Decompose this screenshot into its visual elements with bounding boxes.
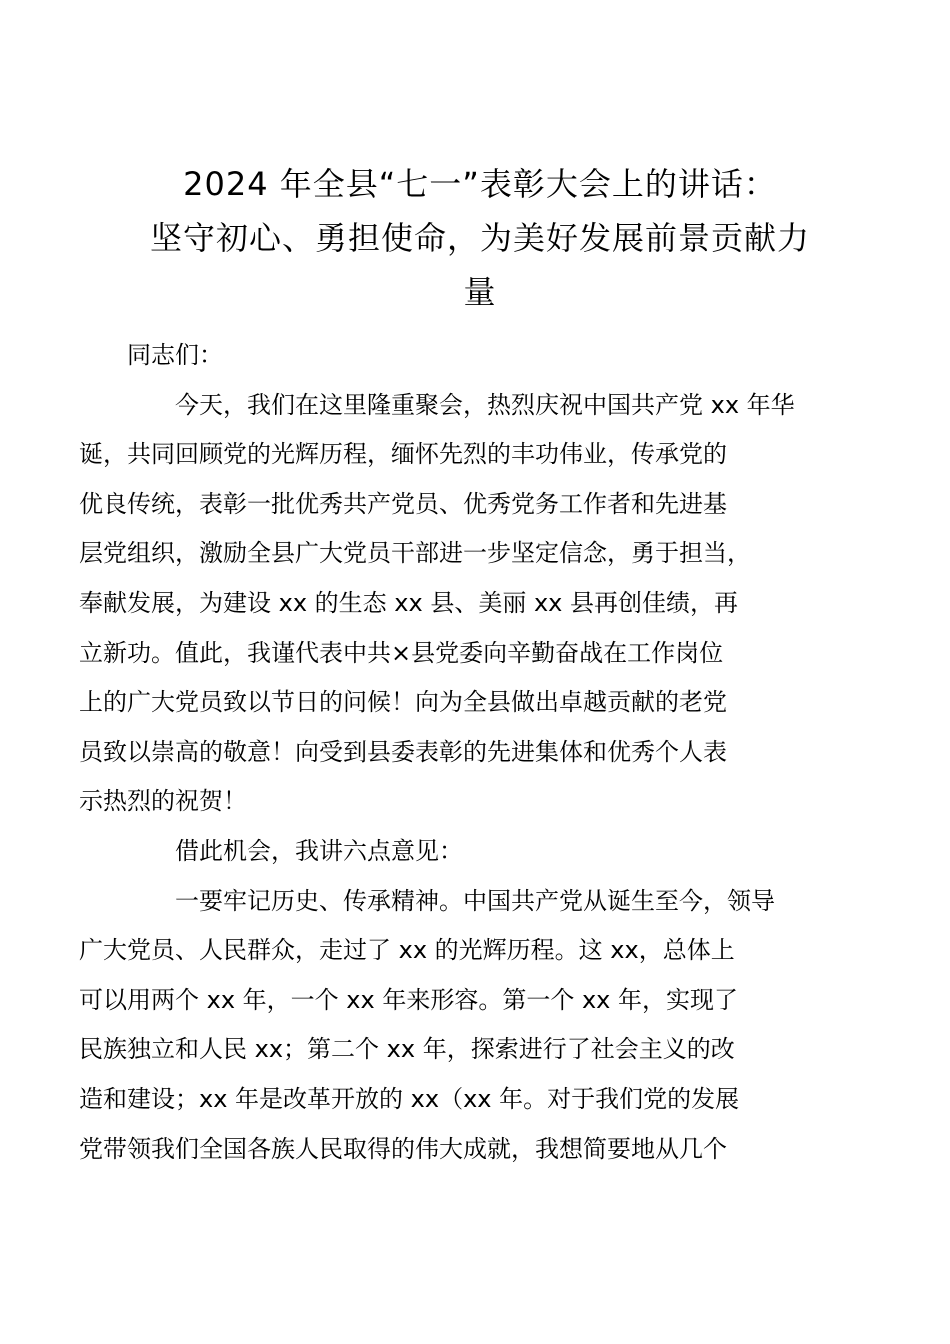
text-line: 上的广大党员致以节日的问候！向为全县做出卓越贡献的老党 — [79, 688, 727, 717]
text-line: 造和建设；xx 年是改革开放的 xx（xx 年。对于我们党的发展 — [79, 1084, 740, 1113]
title-line: 坚守初心、勇担使命，为美好发展前景贡献力 — [149, 219, 810, 257]
text-line: 民族独立和人民 xx；第二个 xx 年，探索进行了社会主义的改 — [79, 1035, 735, 1064]
text-line: 层党组织，激励全县广大党员干部进一步坚定信念，勇于担当， — [79, 539, 751, 568]
text-line: 今天，我们在这里隆重聚会，热烈庆祝中国共产党 xx 年华 — [175, 390, 795, 419]
paragraph-opening — [79, 381, 847, 827]
paragraph-transition — [127, 827, 847, 877]
text-line: 可以用两个 xx 年，一个 xx 年来形容。第一个 xx 年，实现了 — [79, 985, 738, 1014]
document-body — [79, 331, 847, 1174]
text-line: 立新功。值此，我谨代表中共×县党委向辛勤奋战在工作岗位 — [79, 638, 724, 667]
text-line: 广大党员、人民群众，走过了 xx 的光辉历程。这 xx，总体上 — [79, 936, 735, 965]
salutation: 同志们： — [127, 341, 223, 369]
text-line: 借此机会，我讲六点意见： — [175, 836, 463, 865]
text-line: 诞，共同回顾党的光辉历程，缅怀先烈的丰功伟业，传承党的 — [79, 440, 727, 469]
text-line: 一要牢记历史、传承精神。中国共产党从诞生至今，领导 — [175, 886, 775, 915]
text-line: 示热烈的祝贺！ — [79, 787, 247, 816]
text-line: 员致以崇高的敬意！向受到县委表彰的先进集体和优秀个人表 — [79, 737, 727, 766]
title-line: 2024 年全县“七一”表彰大会上的讲话： — [183, 165, 777, 203]
title-line: 量 — [463, 273, 497, 311]
paragraph-point-one — [79, 877, 847, 1175]
text-line: 优良传统，表彰一批优秀共产党员、优秀党务工作者和先进基 — [79, 489, 727, 518]
document-title — [110, 157, 850, 319]
text-line: 党带领我们全国各族人民取得的伟大成就，我想简要地从几个 — [79, 1134, 727, 1163]
text-line: 奉献发展，为建设 xx 的生态 xx 县、美丽 xx 县再创佳绩，再 — [79, 588, 738, 617]
